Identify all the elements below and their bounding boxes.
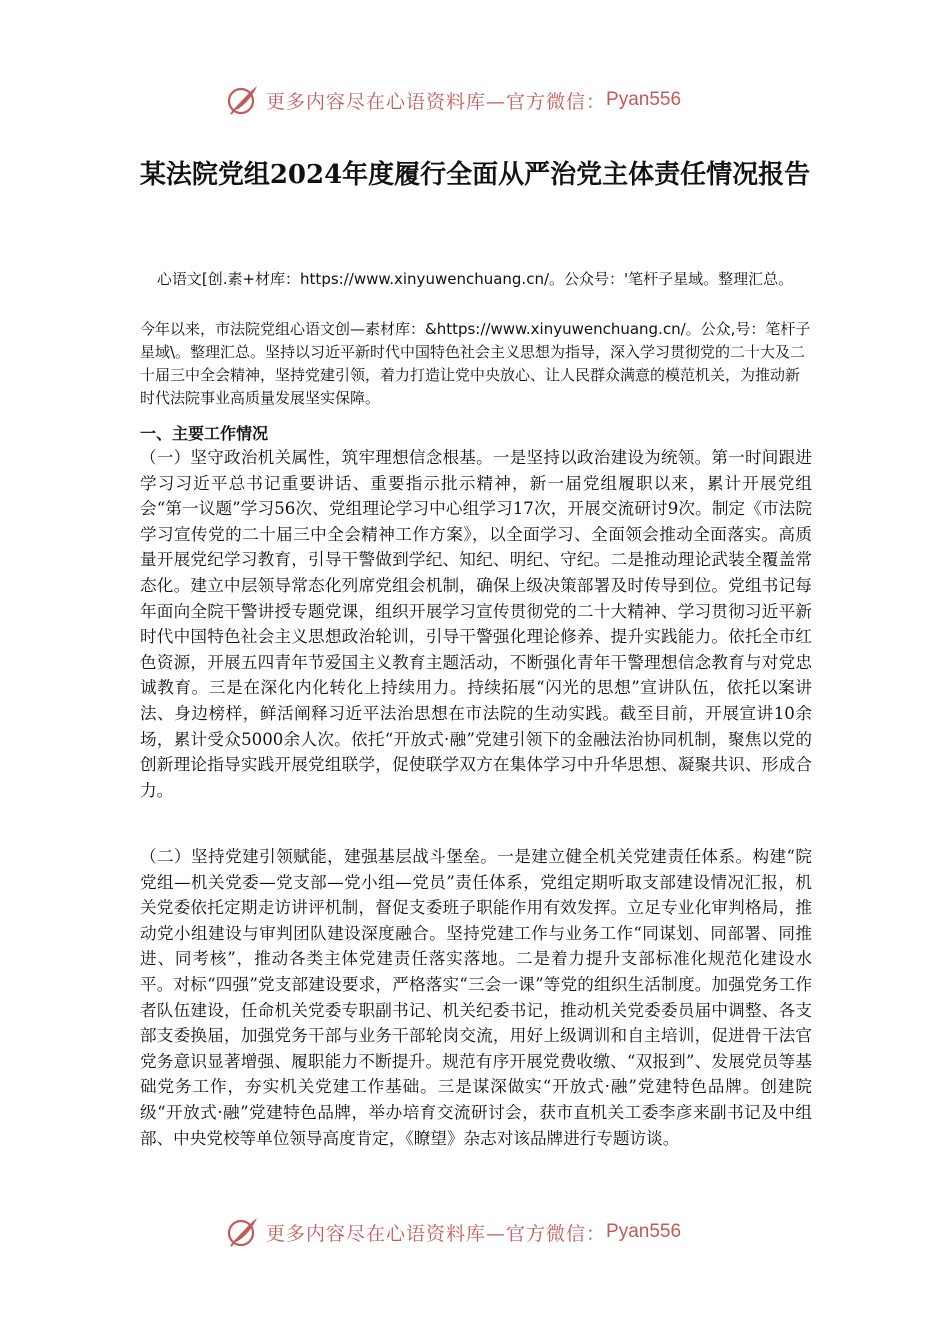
watermark-bottom (0, 1212, 950, 1252)
section-heading: 一、主要工作情况 (140, 424, 269, 443)
watermark-text: 更多内容尽在心语资料库—官方微信： (266, 1222, 607, 1245)
watermark-wechat-id: Pyan556 (606, 1221, 682, 1242)
watermark-text: 更多内容尽在心语资料库—官方微信： (266, 90, 607, 113)
watermark-wechat-id: Pyan556 (606, 89, 682, 110)
document-title: 某法院党组2024年度履行全面从严治党主体责任情况报告 (139, 160, 811, 190)
quill-logo-icon (226, 1215, 260, 1249)
watermark-top (0, 80, 950, 120)
body-paragraph-1: （一）坚守政治机关属性，筑牢理想信念根基。一是坚持以政治建设为统领。第一时间跟进学习习近平总书记重要讲话、重要指示批示精神，新一届党组履职以来，累计开展党组会“第一议题”学习56次、党组理论学习中心组学习17次，开展交流研讨9次。制定《市法院学习宣传党的二十届三中全会精神工作方案》，以全面学习、全面领会推动全面落实。高质量开展党纪学习教育，引导干警做到学纪、知纪、明纪、守纪。二是推动理论武装全覆盖常态化。建立中层领导常态化列席党组会机制，确保上级决策部署及时传导到位。党组书记每年面向全院干警讲授专题党课，组织开展学习宣传贯彻党的二十大精神、学习贯彻习近平新时代中国特色社会主义思想政治轮训，引导干警强化理论修养、提升实践能力。依托全市红色资源，开展五四青年节爱国主义教育主题活动，不断强化青年干警理想信念教育与对党忠诚教育。三是在深化内化转化上持续用力。持续拓展“闪光的思想”宣讲队伍，依托以案讲法、身边榜样，鲜活阐释习近平法治思想在市法院的生动实践。截至目前，开展宣讲10余场，累计受众5000余人次。依托“开放式·融”党建引领下的金融法治协同机制，聚焦以党的创新理论指导实践开展党组联学，促使联学双方在集体学习中升华思想、凝聚共识、形成合力。 (140, 448, 812, 800)
body-paragraph-2: （二）坚持党建引领赋能，建强基层战斗堡垒。一是建立健全机关党建责任体系。构建“院党组—机关党委—党支部—党小组—党员”责任体系，党组定期听取支部建设情况汇报，机关党委依托定期走访讲评机制，督促支委班子职能作用有效发挥。立足专业化审判格局，推动党小组建设与审判团队建设深度融合。坚持党建工作与业务工作“同谋划、同部署、同推进、同考核”，推动各类主体党建责任落实落地。二是着力提升支部标准化规范化建设水平。对标“四强”党支部建设要求，严格落实“三会一课”等党的组织生活制度。加强党务工作者队伍建设，任命机关党委专职副书记、机关纪委书记，推动机关党委委员届中调整、各支部支委换届，加强党务干部与业务干部轮岗交流，用好上级调训和自主培训，促进骨干法官党务意识显著增强、履职能力不断提升。规范有序开展党费收缴、“双报到”、发展党员等基础党务工作，夯实机关党建工作基础。三是谋深做实“开放式·融”党建特色品牌。创建院级“开放式·融”党建特色品牌，举办培育交流研讨会，获市直机关工委李彦来副书记及中组部、中央党校等单位领导高度肯定，《瞭望》杂志对该品牌进行专题访谈。 (140, 847, 812, 1148)
intro-paragraph: 今年以来，市法院党组心语文创—素材库：&https://www.xinyuwenchuang.cn/。公众,号：笔杆子星域\。整理汇总。坚持以习近平新时代中国特色社会主义思想为指导，深入学习贯彻党的二十大及二十届三中全会精神，坚持党建引领，着力打造让党中央放心、让人民群众满意的模范机关，为推动新时代法院事业高质量发展坚实保障。 (140, 320, 811, 407)
source-meta: 心语文[创.素+材库：https://www.xinyuwenchuang.cn/。公众号：'笔杆子星域。整理汇总。 (156, 270, 794, 288)
quill-logo-icon (226, 83, 260, 117)
